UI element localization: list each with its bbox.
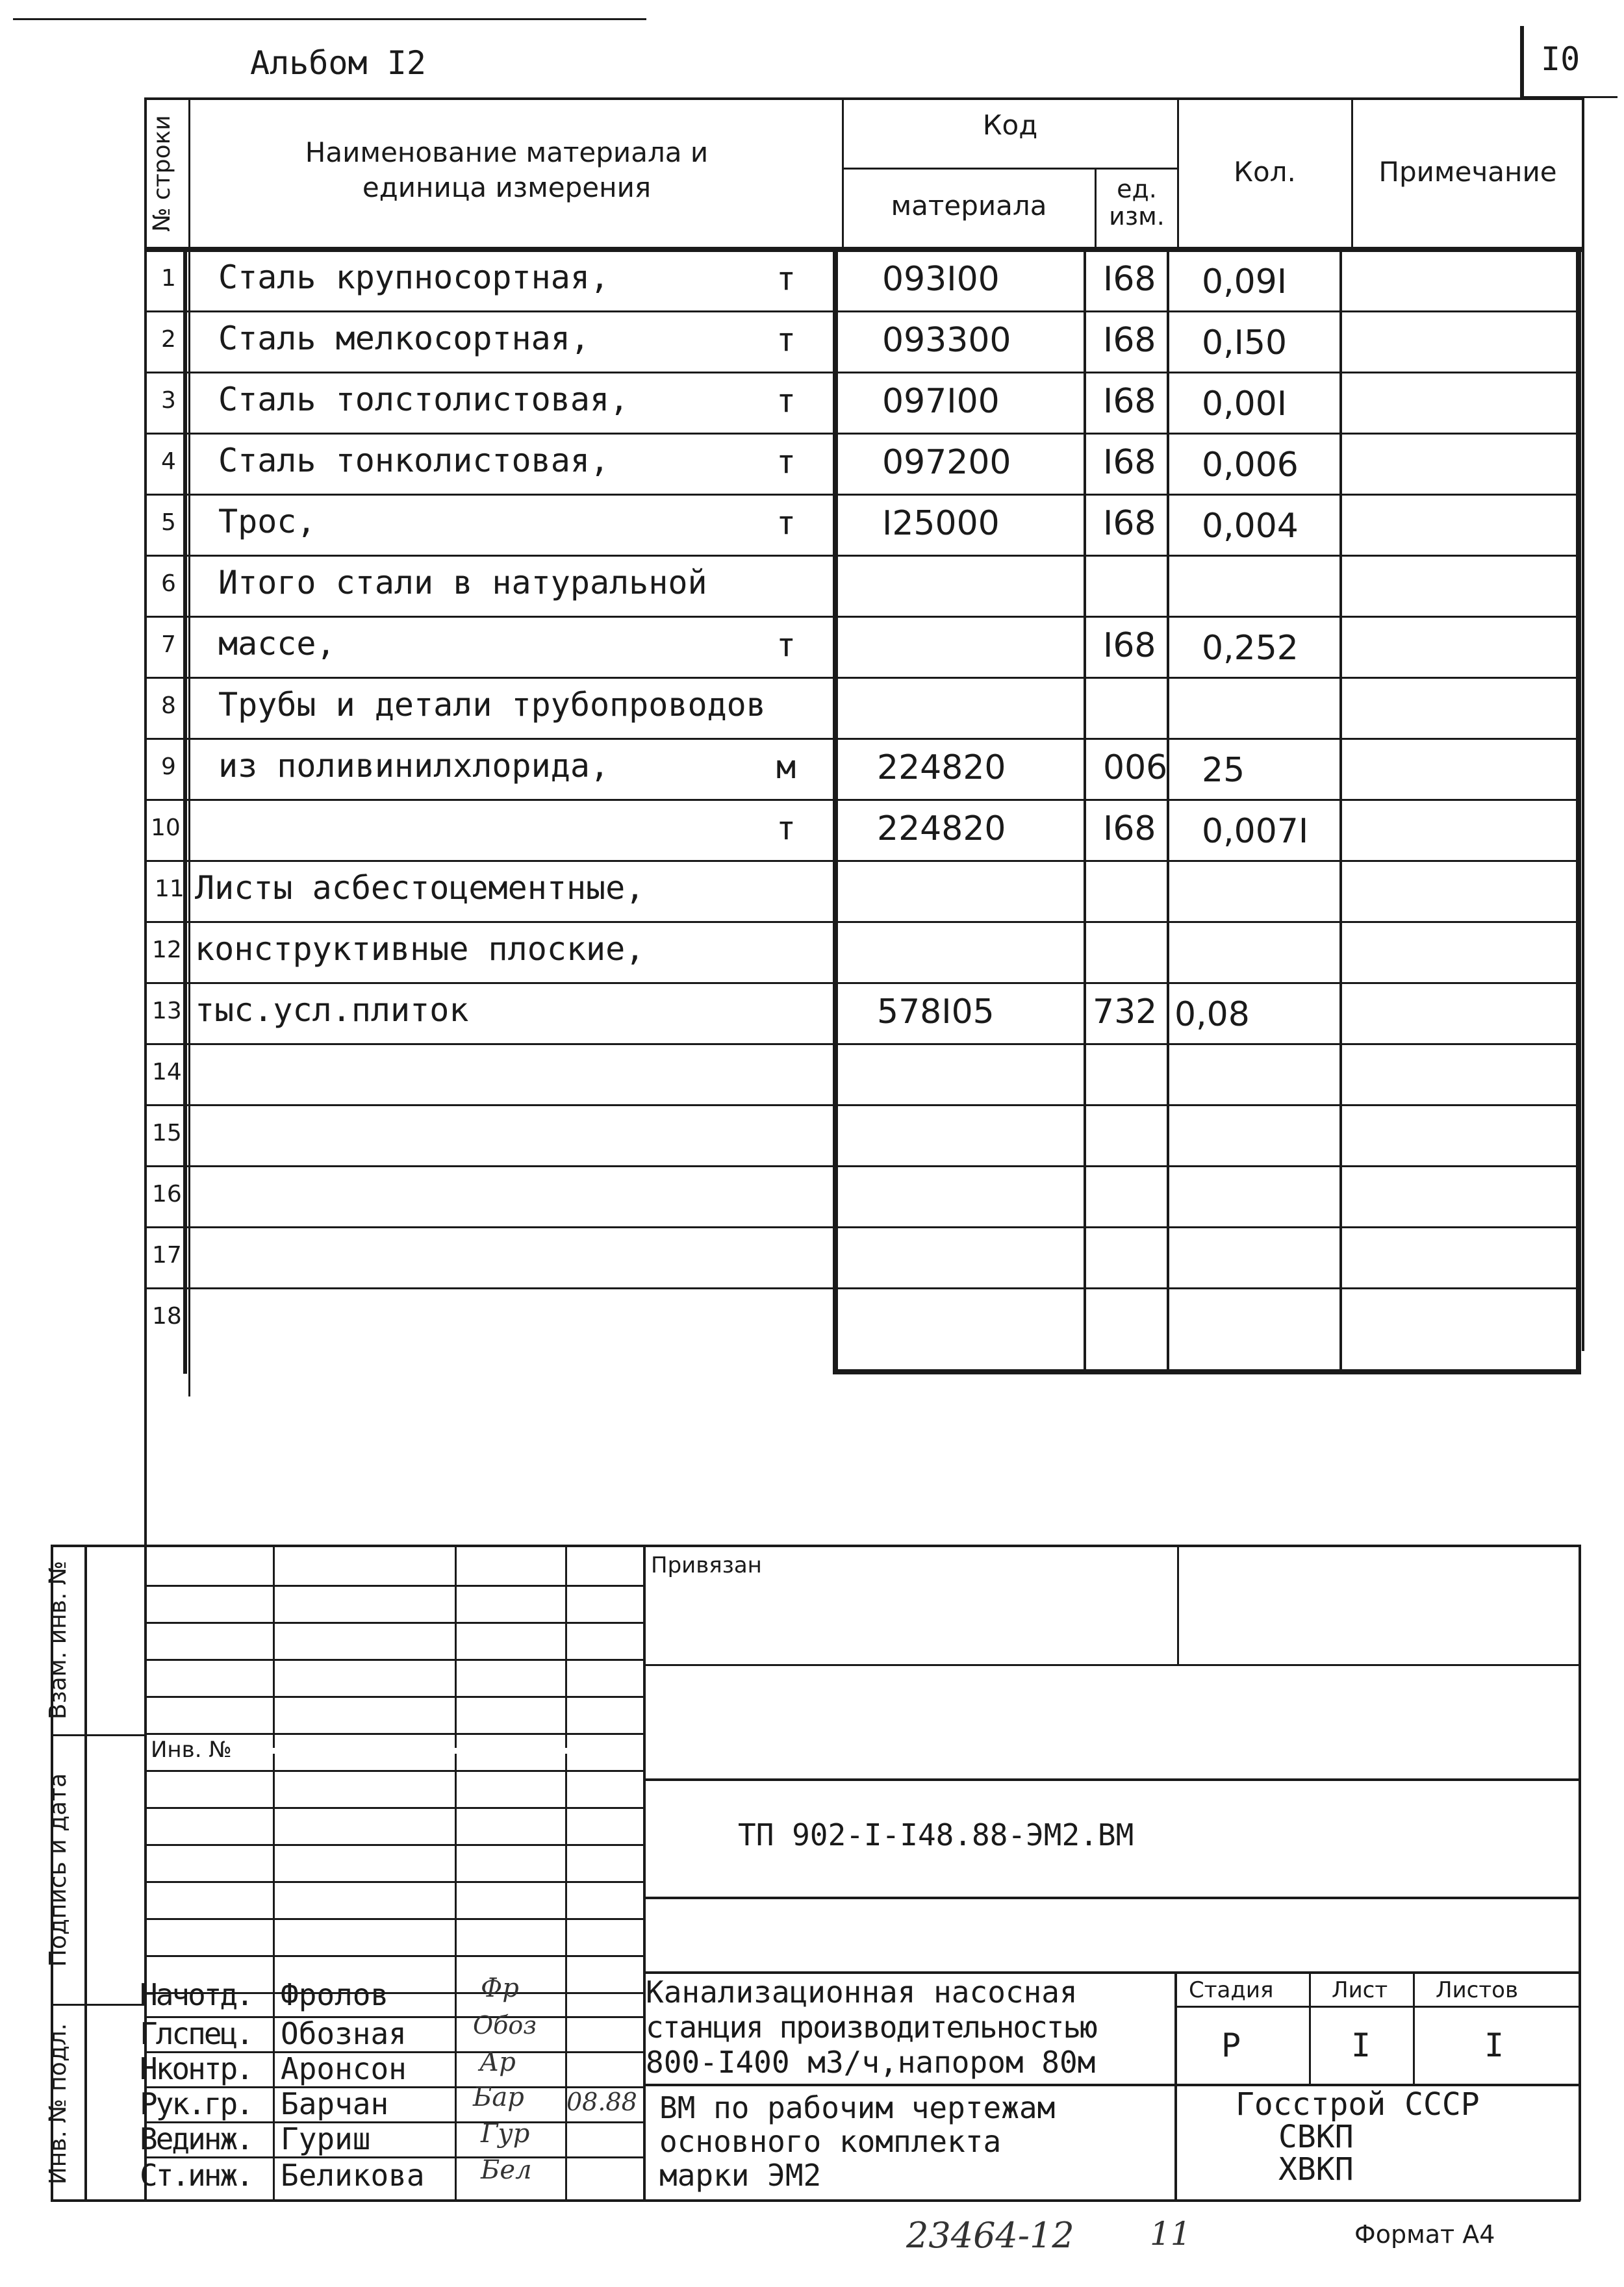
quantity: 0,252 <box>1202 629 1299 668</box>
quantity: 0,00I <box>1202 385 1288 423</box>
quantity: 0,I50 <box>1202 323 1288 362</box>
person-role: Начотд. <box>140 1977 252 2012</box>
row-number-header: № строки <box>149 115 175 232</box>
quantity: 0,004 <box>1202 507 1299 546</box>
material-code-header: материала <box>891 190 1047 221</box>
unit-code: I68 <box>1103 443 1156 482</box>
row-number: 16 <box>152 1181 182 1207</box>
material-name: Сталь тонколистовая, <box>218 442 610 479</box>
signature: Фр <box>481 1973 519 2003</box>
material-name: конструктивные плоские, <box>195 930 645 968</box>
unit-code: 006 <box>1103 748 1168 787</box>
material-code: 578I05 <box>877 992 995 1031</box>
material-code: I25000 <box>882 504 1000 543</box>
note-header: Примечание <box>1378 156 1557 188</box>
row-number: 7 <box>161 631 176 658</box>
organization-line: СВКП <box>1278 2119 1354 2155</box>
quantity: 0,09I <box>1202 262 1288 301</box>
project-title-line: Канализационная насосная <box>646 1975 1078 2010</box>
material-name: Сталь крупносортная, <box>218 259 610 296</box>
material-name: Трубы и детали трубопроводов <box>218 686 766 724</box>
signature: Бел <box>481 2155 532 2185</box>
organization-line: Госстрой СССР <box>1236 2086 1480 2123</box>
material-code: 097I00 <box>882 382 1000 421</box>
measure-unit: т <box>776 321 796 359</box>
measure-unit: м <box>776 748 796 786</box>
paper-format: Формат А4 <box>1354 2220 1495 2249</box>
row-number: 3 <box>161 387 176 414</box>
sheets-label: Листов <box>1436 1977 1519 2003</box>
document-title-line: основного комплекта <box>659 2124 1002 2159</box>
material-name: массе, <box>218 625 336 663</box>
row-number: 5 <box>161 509 176 536</box>
signature: Обоз <box>473 2011 537 2040</box>
project-title-line: 800-I400 м3/ч,напором 80м <box>646 2045 1096 2080</box>
row-number: 1 <box>161 265 176 292</box>
material-name: Листы асбестоцементные, <box>195 869 645 907</box>
sheet-value: I <box>1351 2027 1371 2064</box>
sheet-label: Лист <box>1332 1977 1388 2003</box>
sheets-value: I <box>1484 2027 1504 2064</box>
replacement-inventory-label: Взам. инв. № <box>45 1560 71 1720</box>
row-number: 13 <box>152 998 182 1024</box>
linked-label: Привязан <box>651 1552 762 1578</box>
row-number: 8 <box>161 692 176 719</box>
unit-code: I68 <box>1103 382 1156 421</box>
row-number: 4 <box>161 448 176 475</box>
document-code: ТП 902-I-I48.88-ЭМ2.ВМ <box>738 1817 1134 1852</box>
person-name: Барчан <box>281 2086 389 2121</box>
organization-line: ХВКП <box>1278 2151 1354 2188</box>
person-name: Беликова <box>281 2158 425 2193</box>
page-number: 11 <box>1150 2215 1191 2253</box>
handwritten-archive-number: 23464-12 <box>906 2215 1074 2256</box>
person-name: Аронсон <box>281 2051 407 2086</box>
row-number: 15 <box>152 1120 182 1146</box>
material-code: 093I00 <box>882 260 1000 299</box>
person-name: Гуриш <box>281 2121 371 2156</box>
row-number: 2 <box>161 326 176 353</box>
quantity-header: Кол. <box>1234 156 1296 188</box>
row-number: 12 <box>152 937 182 963</box>
material-name: Трос, <box>218 503 316 540</box>
measure-unit: т <box>776 809 796 847</box>
material-code: 224820 <box>877 748 1006 787</box>
person-role: Рук.гр. <box>140 2086 252 2121</box>
album-label: Альбом I2 <box>250 44 426 82</box>
unit-code: I68 <box>1103 260 1156 299</box>
inventory-number-label: Инв. № <box>151 1737 232 1763</box>
signature-date: 08.88 <box>566 2088 637 2116</box>
stage-value: Р <box>1221 2027 1241 2064</box>
material-name-header: Наименование материала и единица измерения <box>305 136 709 203</box>
row-number: 17 <box>152 1242 182 1269</box>
material-name: из поливинилхлорида, <box>218 747 610 785</box>
measure-unit: т <box>776 504 796 542</box>
person-role: Глспец. <box>140 2016 252 2051</box>
document-title-line: марки ЭМ2 <box>659 2158 822 2193</box>
measure-unit: т <box>776 382 796 420</box>
unit-code: I68 <box>1103 321 1156 360</box>
row-number: 18 <box>152 1303 182 1330</box>
quantity: 25 <box>1202 751 1245 790</box>
signature: Гур <box>481 2119 530 2149</box>
unit-code-header: ед. изм. <box>1109 175 1165 231</box>
measure-unit: т <box>776 626 796 664</box>
stage-label: Стадия <box>1189 1977 1274 2003</box>
project-title-line: станция производительностью <box>646 2010 1097 2045</box>
code-header: Код <box>982 109 1038 141</box>
row-number: 9 <box>161 753 176 780</box>
material-name: тыс.усл.плиток <box>195 991 469 1029</box>
original-inventory-label: Инв. № подл. <box>45 2023 71 2185</box>
row-number: 14 <box>152 1059 182 1085</box>
material-code: 224820 <box>877 809 1006 848</box>
person-role: Вединж. <box>140 2121 252 2156</box>
person-role: Нконтр. <box>140 2051 252 2086</box>
signature: Ар <box>479 2047 516 2077</box>
quantity: 0,007I <box>1202 812 1309 851</box>
unit-code: 732 <box>1093 992 1158 1031</box>
unit-code: I68 <box>1103 504 1156 543</box>
measure-unit: т <box>776 260 796 297</box>
sheet-number: I0 <box>1541 40 1580 78</box>
signature-date-label: Подпись и дата <box>45 1773 71 1967</box>
material-name: Сталь толстолистовая, <box>218 381 629 418</box>
material-name: Сталь мелкосортная, <box>218 320 590 357</box>
measure-unit: т <box>776 443 796 481</box>
material-code: 097200 <box>882 443 1011 482</box>
material-name: Итого стали в натуральной <box>218 564 707 601</box>
quantity: 0,006 <box>1202 446 1299 485</box>
document-title-line: ВМ по рабочим чертежам <box>659 2090 1056 2125</box>
signature: Бар <box>473 2082 524 2112</box>
person-role: Ст.инж. <box>140 2158 252 2193</box>
row-number: 10 <box>151 815 181 841</box>
quantity: 0,08 <box>1174 995 1250 1034</box>
row-number: 11 <box>155 876 184 902</box>
unit-code: I68 <box>1103 809 1156 848</box>
unit-code: I68 <box>1103 626 1156 665</box>
material-code: 093300 <box>882 321 1011 360</box>
person-name: Обозная <box>281 2016 407 2051</box>
row-number: 6 <box>161 570 176 597</box>
person-name: Фролов <box>281 1977 389 2012</box>
